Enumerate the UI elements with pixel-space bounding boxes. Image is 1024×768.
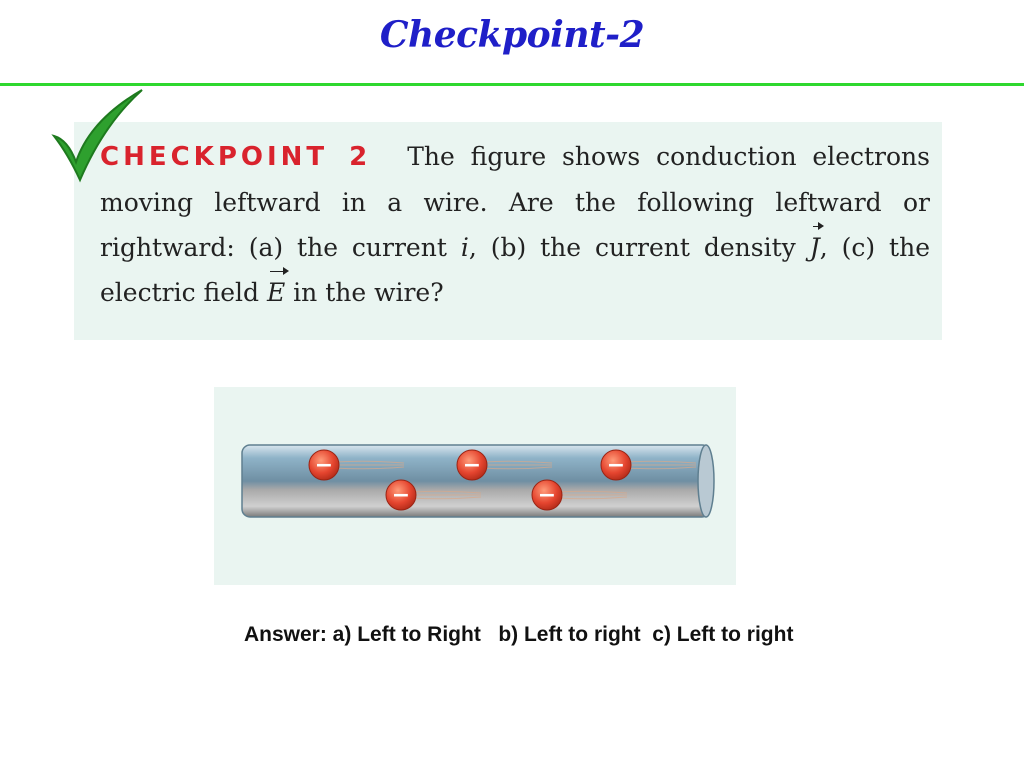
question-text-2: , (b) the current density (468, 233, 810, 262)
answer-text: Answer: a) Left to Right b) Left to right c) Left to right (244, 623, 794, 646)
electron-charge-sign: − (314, 453, 334, 478)
current-symbol: i (460, 233, 469, 262)
electron-charge-sign: − (462, 453, 482, 478)
wire-end (698, 445, 714, 517)
slide-title: Checkpoint-2 (379, 14, 645, 56)
question-text-4: in the wire? (285, 278, 444, 307)
electron-charge-sign: − (606, 453, 626, 478)
wire-diagram (214, 387, 736, 585)
current-density-vector: J (810, 225, 820, 270)
electron-charge-sign: − (391, 483, 411, 508)
question-text-1: The figure shows conduction electrons moving leftward in a wire. Are the following leftward or rightward: (a) the current (100, 142, 930, 262)
checkpoint-question (100, 134, 930, 315)
wire-figure (214, 387, 736, 585)
electric-field-vector: E (267, 270, 285, 315)
electron-charge-sign: − (537, 483, 557, 508)
checkpoint-heading: CHECKPOINT 2 (100, 142, 372, 172)
question-text-3: , (c) the electric field (100, 233, 930, 307)
